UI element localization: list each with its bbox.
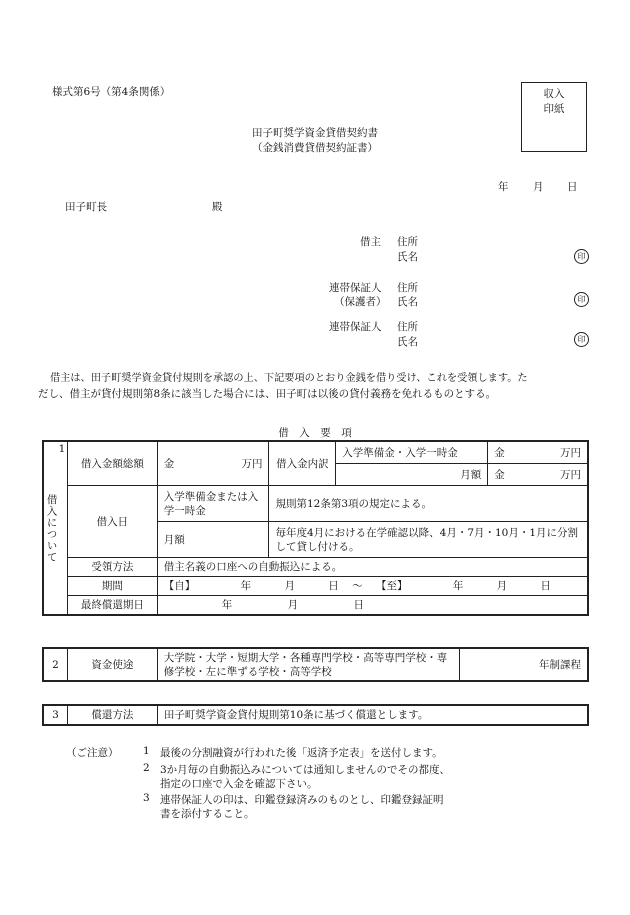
guarantor2-name-label: 氏名: [397, 336, 418, 348]
period-to: 【至】: [375, 580, 408, 592]
fund-use-table: [43, 648, 588, 681]
date-year: 年: [498, 181, 509, 193]
last-day: 日: [353, 599, 364, 611]
breakdown-row1-amount[interactable]: [488, 442, 588, 464]
repayment-label: 償還方法: [67, 706, 157, 725]
period-to-month: 月: [496, 580, 508, 592]
borrower-name-label: 氏名: [397, 251, 418, 263]
breakdown-row2-prefix: 金: [494, 468, 505, 481]
seal-icon: 印: [574, 292, 589, 307]
period-value[interactable]: [157, 577, 587, 596]
period-from-year: 年: [240, 580, 252, 592]
guarantor2-address-label: 住所: [397, 321, 418, 333]
guarantor2-role: 連帯保証人: [329, 321, 382, 333]
receipt-method-label: 受領方法: [67, 558, 157, 577]
loan-date-label: 借入日: [67, 486, 157, 558]
repayment-value: 田子町奨学資金貸付規則第10条に基づく償還とします。: [157, 706, 587, 725]
period-from: 【自】: [163, 580, 196, 592]
monthly-label: 月額: [157, 522, 269, 558]
section-heading: 借 入 要 項: [278, 427, 352, 439]
document-subtitle: （金銭消費貸借契約証書）: [252, 142, 378, 154]
repayment-table: [43, 705, 588, 725]
guarantor1-role: 連帯保証人: [329, 282, 382, 294]
prep-fund-value: 規則第12条第3項の規定による。: [269, 486, 588, 522]
note-3-num: 3: [143, 792, 150, 804]
addressee-honorific: 殿: [212, 201, 223, 213]
note-2-num: 2: [143, 762, 150, 774]
repayment-num: 3: [44, 706, 68, 725]
note-3-text: 連帯保証人の印は、印鑑登録済みのものとし、印鑑登録証明: [160, 794, 444, 806]
side-num: 1: [58, 443, 67, 455]
breakdown-row1-prefix: 金: [494, 446, 505, 459]
borrower-role: 借主: [360, 236, 381, 248]
course-years[interactable]: 年制課程: [460, 649, 588, 681]
period-from-month: 月: [284, 580, 295, 592]
receipt-method-value: 借主名義の口座への自動振込による。: [157, 558, 587, 577]
prep-fund-label: 入学準備金または入学一時金: [157, 486, 269, 522]
guarantor1-seal: [574, 292, 589, 307]
loan-details-table: [43, 441, 588, 615]
fund-use-value: 大学院・大学・短期大学・各種専門学校・高等専門学校・専修学校・左に準ずる学校・高等学校: [157, 649, 459, 681]
borrower-address-label: 住所: [397, 236, 418, 248]
period-label: 期間: [67, 577, 157, 596]
seal-icon: 印: [574, 332, 589, 347]
breakdown-row2-amount[interactable]: [488, 464, 588, 486]
last-repayment-value[interactable]: [157, 596, 587, 615]
notes-label: （ご注意）: [66, 747, 119, 759]
date-month: 月: [533, 181, 544, 193]
date-day: 日: [567, 181, 578, 193]
note-2-text: 3か月毎の自動振込みについては通知しませんのでその都度、: [160, 764, 450, 776]
stamp-box-line1: 収入: [543, 88, 565, 100]
document-title: 田子町奨学資金貸借契約書: [252, 127, 378, 139]
breakdown-row1-unit: 万円: [560, 446, 581, 459]
breakdown-row1-label: 入学準備金・入学一時金: [336, 442, 488, 464]
fund-use-num: 2: [44, 649, 68, 681]
total-yen-unit: 万円: [241, 457, 263, 470]
total-amount-cell[interactable]: [157, 442, 269, 486]
monthly-value: 毎年度4月における在学確認以降、4月・7月・10月・1月に分割して貸し付ける。: [269, 522, 588, 558]
side-label: 借入について: [45, 493, 58, 563]
last-month: 月: [287, 599, 299, 611]
breakdown-row2-unit: 万円: [560, 468, 581, 481]
guarantor1-name-label: 氏名: [397, 296, 418, 308]
seal-icon: 印: [574, 249, 589, 264]
guarantor1-address-label: 住所: [397, 282, 418, 294]
guarantor2-seal: [574, 332, 589, 347]
guarantor1-role-sub: （保護者）: [334, 296, 387, 308]
last-year: 年: [221, 599, 233, 611]
borrower-seal: [574, 249, 589, 264]
intro-line-2: だし、借主が貸付規則第8条に該当した場合には、田子町は以後の貸付義務を免れるものとする。: [38, 388, 497, 400]
note-3-text-cont: 書を添付すること。: [160, 808, 255, 820]
addressee-name: 田子町長: [65, 201, 107, 213]
form-number: 様式第6号（第4条関係）: [52, 86, 171, 98]
note-2-text-cont: 指定の口座で入金を確認下さい。: [160, 778, 318, 790]
breakdown-row2-label: 月額: [336, 464, 488, 486]
total-label: 借入金額総額: [67, 442, 157, 486]
stamp-box-line2: 印紙: [543, 103, 565, 115]
fund-use-label: 資金使途: [67, 649, 157, 681]
breakdown-label: 借入金内訳: [269, 442, 336, 486]
total-yen-prefix: 金: [163, 457, 175, 470]
period-tilde: 〜: [352, 580, 363, 592]
note-1-num: 1: [143, 745, 150, 757]
intro-line-1: 借主は、田子町奨学資金貸付規則を承認の上、下記要項のとおり金銭を借り受け、これを受領します。た: [50, 373, 528, 384]
note-1-text: 最後の分割融資が行われた後「返済予定表」を送付します。: [160, 747, 443, 759]
period-to-day: 日: [540, 580, 551, 592]
period-to-year: 年: [452, 580, 464, 592]
last-repayment-label: 最終償還期日: [67, 596, 157, 615]
period-from-day: 日: [328, 580, 339, 592]
side-label-cell: [44, 442, 68, 615]
